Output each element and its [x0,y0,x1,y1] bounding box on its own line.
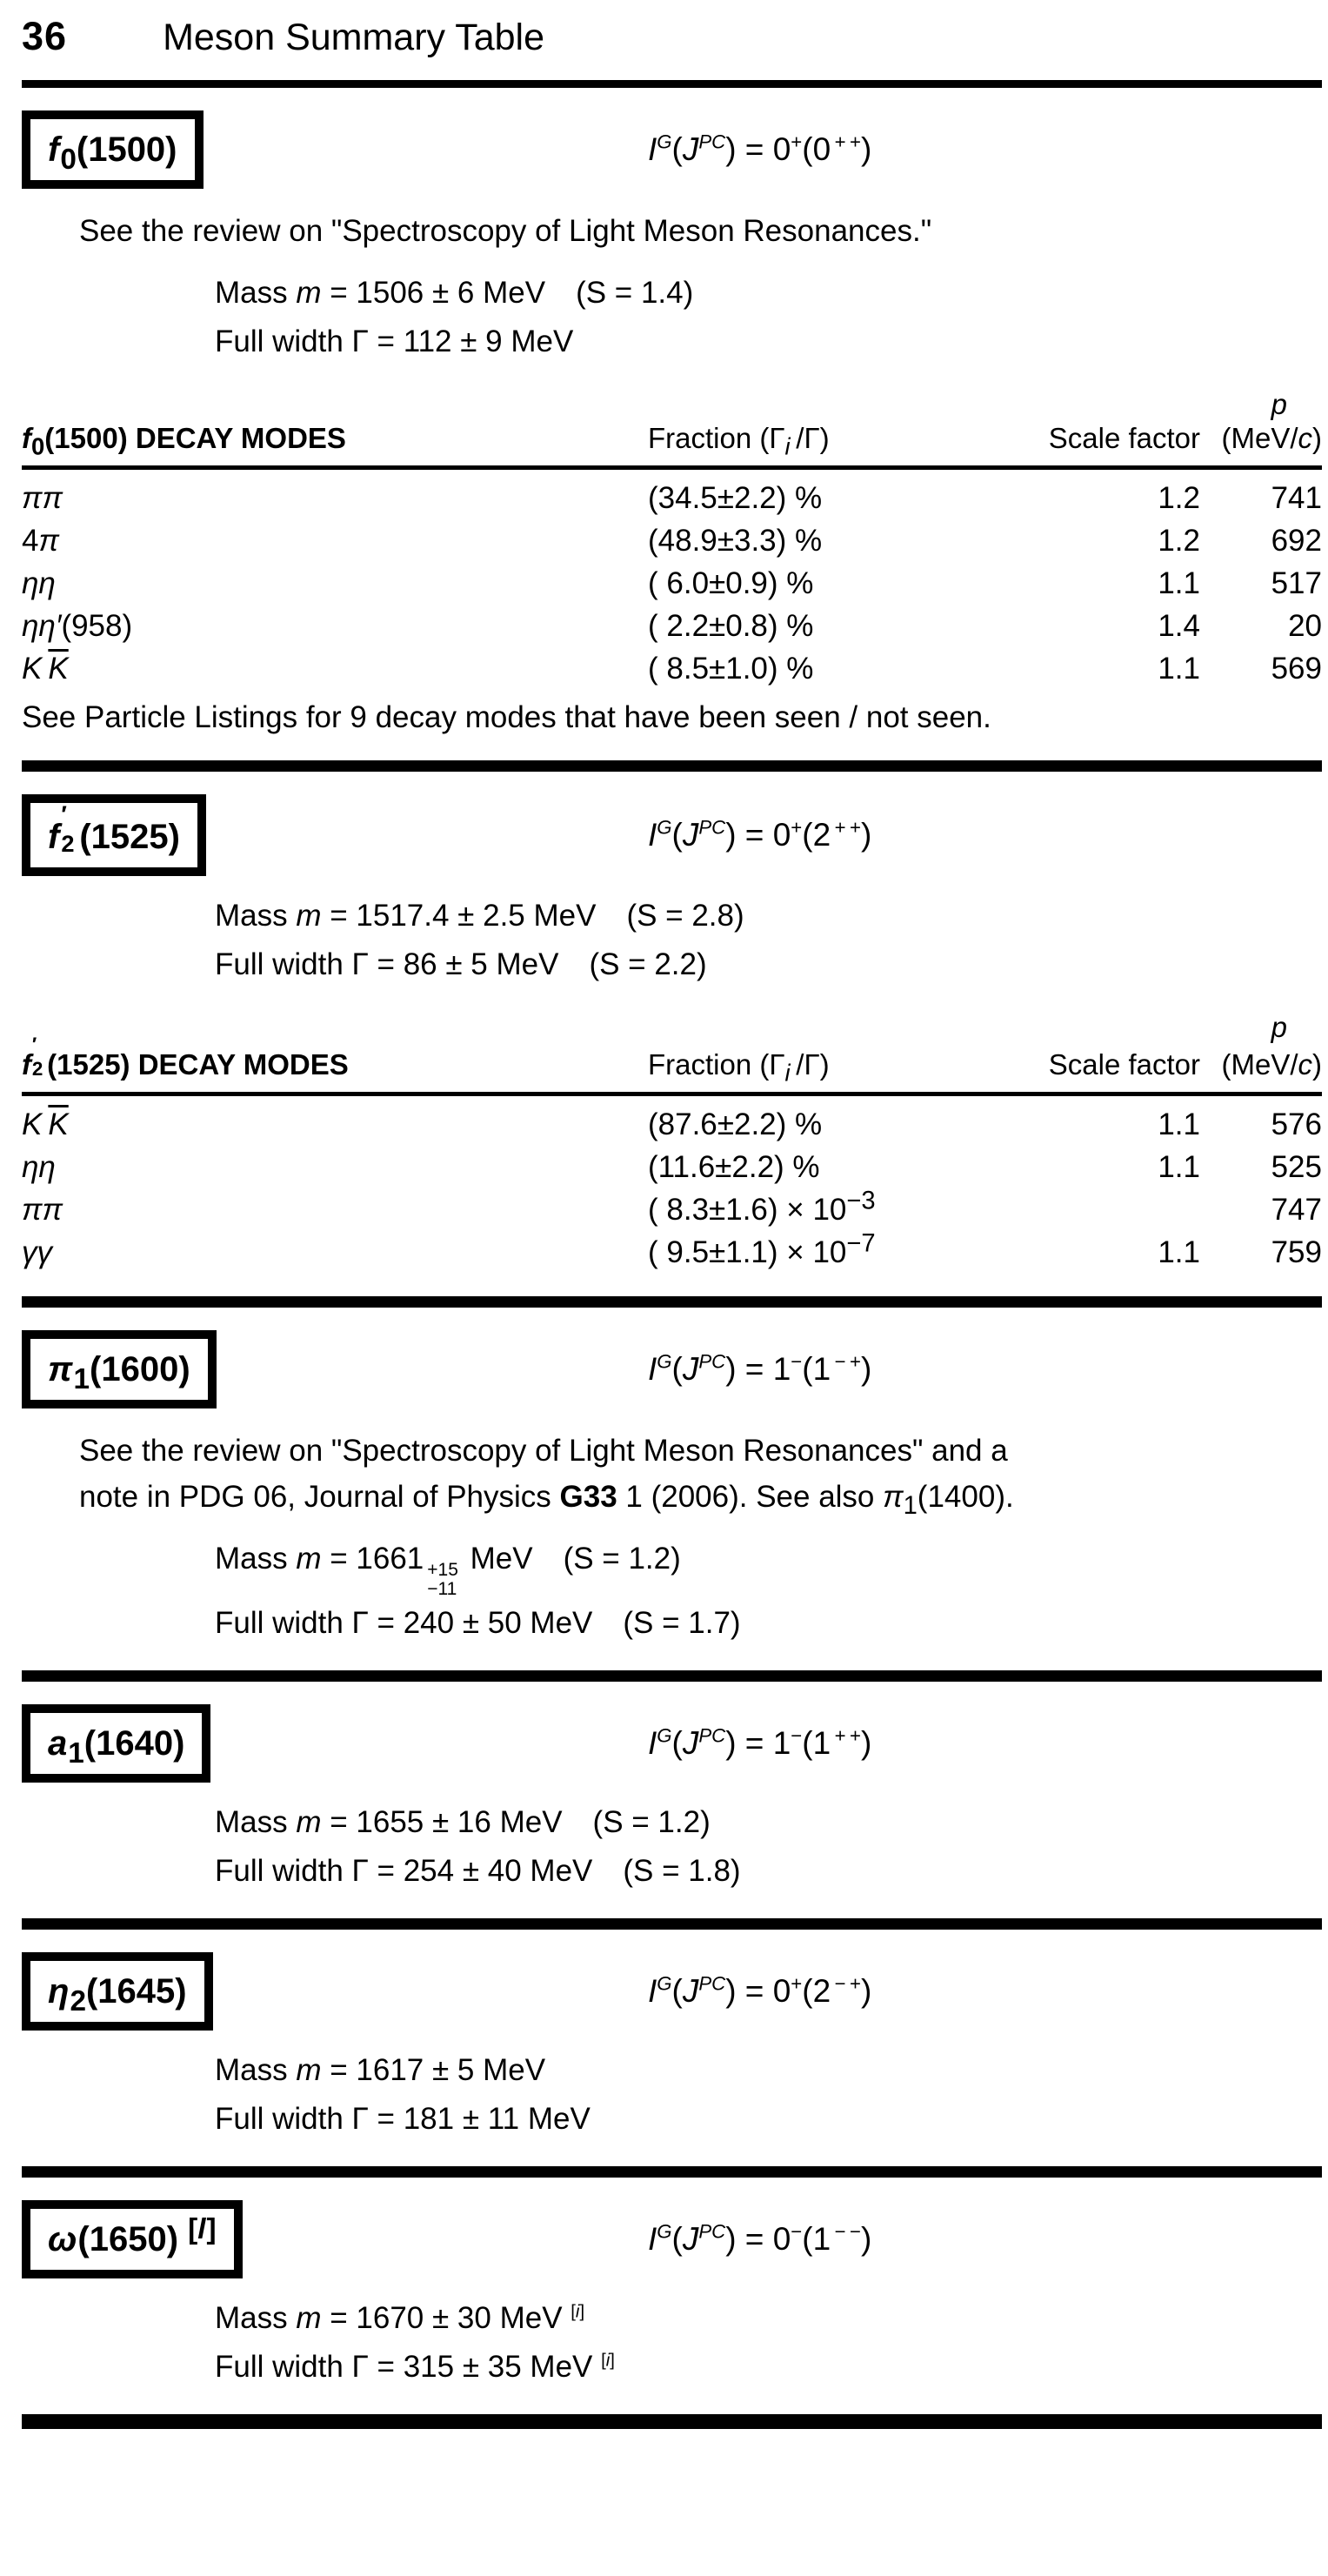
section-separator-rule [22,2166,1322,2178]
column-header-momentum-unit: (MeV/c) [1221,421,1322,454]
particle-section-omega-1650 [22,2200,1322,2392]
momentum-header-label: p [1271,387,1287,420]
width-line: Full width Γ = 112 ± 9 MeV [215,324,574,358]
particle-name-box [22,110,204,189]
particle-sections [22,110,1322,2429]
mass-line: Mass m = 1661 +15 −11 MeV (S = 1.2) [215,1541,681,1599]
decay-mode-row [22,605,1322,647]
particle-section-pi1-1600 [22,1330,1322,1648]
decay-mode-cell: K $\overline{K}$ [22,651,69,686]
decay-mode-row [22,562,1322,605]
particle-section-f0-1500 [22,110,1322,738]
scale-factor-cell: 1.2 [1158,523,1200,558]
particle-section-eta2-1645 [22,1952,1322,2144]
column-header-fraction: Fraction ($\Gamma_i$ /Γ) [648,1047,830,1087]
particle-section-head [22,1330,1322,1408]
decay-mode-row [22,647,1322,690]
particle-section-a1-1640 [22,1704,1322,1896]
particle-section-head [22,794,1322,876]
page-bottom-rule [22,2414,1322,2429]
momentum-cell: 517 [1271,565,1322,600]
table-header-rule [22,1092,1322,1096]
page-header [22,14,1322,59]
decay-table-header-row [22,1034,1322,1087]
quantum-numbers: $I^G(J^{PC}) = 0^-(1$ − −) [648,2220,872,2257]
particle-name-box [22,1704,210,1783]
mass-line: Mass m = 1670 ± 30 MeV [i] [215,2301,585,2335]
particle-properties [215,269,1322,366]
column-header-momentum-unit: (MeV/c) [1221,1047,1322,1081]
branching-fraction-cell: ( $8.3\pm 1.6) \times 10^{-3}$ [648,1186,876,1227]
decay-mode-cell: 4π [22,523,59,558]
table-footer-note: See Particle Listings for 9 decay modes that have been seen / not seen. [22,699,991,734]
particle-name: ω(1650) [l] [48,2212,217,2258]
width-line: Full width Γ = 254 ± 40 MeV (S = 1.8) [215,1854,741,1888]
particle-name-box [22,1330,217,1408]
branching-fraction-cell: (48.9±3.3) % [648,523,823,558]
width-line: Full width Γ = 240 ± 50 MeV (S = 1.7) [215,1606,741,1640]
decay-mode-cell: ππ [22,480,63,515]
decay-mode-cell: ππ [22,1192,63,1227]
scale-factor-cell: 1.1 [1158,1234,1200,1269]
decay-mode-row [22,1103,1322,1146]
particle-section-head [22,2200,1322,2278]
particle-section-head [22,1952,1322,2031]
branching-fraction-cell: (11.6±2.2) % [648,1149,820,1184]
width-line: Full width Γ = 86 ± 5 MeV (S = 2.2) [215,947,707,982]
momentum-cell: 692 [1271,523,1322,558]
decay-table-header-row [22,421,1322,460]
quantum-numbers: $I^G(J^{PC}) = 1^-(1$ − +) [648,1350,872,1387]
branching-fraction-cell: (34.5±2.2) % [648,480,823,515]
page-title: Meson Summary Table [163,17,545,58]
momentum-cell: 569 [1271,651,1322,686]
mass-line: Mass m = 1617 ± 5 MeV [215,2053,546,2087]
decay-mode-rows [22,477,1322,690]
momentum-cell: 741 [1271,480,1322,515]
review-note: See the review on "Spectroscopy of Light Meson Resonances" and a [79,1433,1008,1468]
quantum-numbers: $I^G(J^{PC}) = 0^+(2$ − +) [648,1972,872,2009]
column-header-scale-factor: Scale factor [1048,1047,1200,1081]
particle-properties [215,2046,1322,2144]
particle-name: $\eta_2(1645)$ [48,1972,187,2017]
column-header-scale-factor: Scale factor [1048,421,1200,454]
scale-factor-cell: 1.4 [1158,608,1200,643]
particle-section-head [22,110,1322,189]
particle-name: f ′ 2 (1525) [48,800,180,857]
decay-mode-row [22,519,1322,562]
momentum-cell: 759 [1271,1234,1322,1269]
decay-mode-cell: ηη [22,1149,56,1184]
scale-factor-cell: 1.1 [1158,651,1200,686]
particle-properties [215,1535,1322,1648]
section-separator-rule [22,1670,1322,1682]
decay-table-title: $f_0(1500)$ DECAY MODES [22,421,346,460]
branching-fraction-cell: ( 2.2±0.8) % [648,608,814,643]
mass-line: Mass m = 1655 ± 16 MeV (S = 1.2) [215,1805,711,1839]
column-header-fraction: Fraction ($\Gamma_i$ /Γ) [648,421,830,460]
decay-mode-cell: ηη′(958) [22,608,133,643]
momentum-cell: 747 [1271,1192,1322,1227]
width-line: Full width Γ = 181 ± 11 MeV [215,2102,591,2136]
momentum-header-label: p [1271,1011,1287,1044]
mass-line: Mass m = 1517.4 ± 2.5 MeV (S = 2.8) [215,899,744,933]
decay-mode-row [22,1188,1322,1231]
particle-name: $a_1(1640)$ [48,1724,185,1770]
decay-mode-rows [22,1103,1322,1274]
branching-fraction-cell: (87.6±2.2) % [648,1107,823,1141]
decay-modes-table [22,389,1322,739]
particle-name-box [22,2200,243,2278]
particle-properties [215,1798,1322,1896]
branching-fraction-cell: ( $9.5\pm 1.1) \times 10^{-7}$ [648,1228,876,1269]
width-line: Full width Γ = 315 ± 35 MeV [i] [215,2350,615,2384]
scale-factor-cell: 1.1 [1158,1149,1200,1184]
section-separator-rule [22,1918,1322,1930]
branching-fraction-cell: ( 8.5±1.0) % [648,651,814,686]
decay-mode-row [22,1228,1322,1274]
particle-name: $\pi_1(1600)$ [48,1349,190,1395]
quantum-numbers: $I^G(J^{PC}) = 1^-(1$ + +) [648,1724,872,1761]
branching-fraction-cell: ( 6.0±0.9) % [648,565,814,600]
section-separator-rule [22,1296,1322,1308]
page-number: 36 [22,14,68,58]
table-header-rule [22,465,1322,470]
decay-mode-row [22,1146,1322,1188]
decay-mode-cell: γγ [22,1234,52,1269]
decay-modes-table [22,1012,1322,1273]
momentum-cell: 20 [1288,608,1322,643]
momentum-cell: 576 [1271,1107,1322,1141]
review-note: See the review on "Spectroscopy of Light Meson Resonances." [79,214,932,248]
mass-line: Mass m = 1506 ± 6 MeV (S = 1.4) [215,275,694,310]
particle-section-head [22,1704,1322,1783]
decay-mode-cell: K $\overline{K}$ [22,1107,69,1141]
scale-factor-cell: 1.1 [1158,1107,1200,1141]
scale-factor-cell: 1.1 [1158,565,1200,600]
decay-mode-row [22,477,1322,519]
review-note: note in PDG 06, Journal of Physics G33 1 (2006). See also $\pi_1(1400)$. [79,1480,1014,1521]
quantum-numbers: $I^G(J^{PC}) = 0^+(0$ + +) [648,130,872,167]
section-separator-rule [22,760,1322,772]
decay-table-title: f ′ 2 (1525) DECAY MODES [22,1034,349,1081]
particle-name-box [22,1952,213,2031]
momentum-cell: 525 [1271,1149,1322,1184]
particle-properties [215,2294,1322,2392]
particle-name: $f_0(1500)$ [48,130,177,176]
decay-mode-cell: ηη [22,565,56,600]
header-rule [22,80,1322,88]
particle-section-f2prime-1525 [22,794,1322,1273]
particle-name-box [22,794,206,876]
particle-properties [215,892,1322,989]
scale-factor-cell: 1.2 [1158,480,1200,515]
quantum-numbers: $I^G(J^{PC}) = 0^+(2$ + +) [648,816,872,853]
